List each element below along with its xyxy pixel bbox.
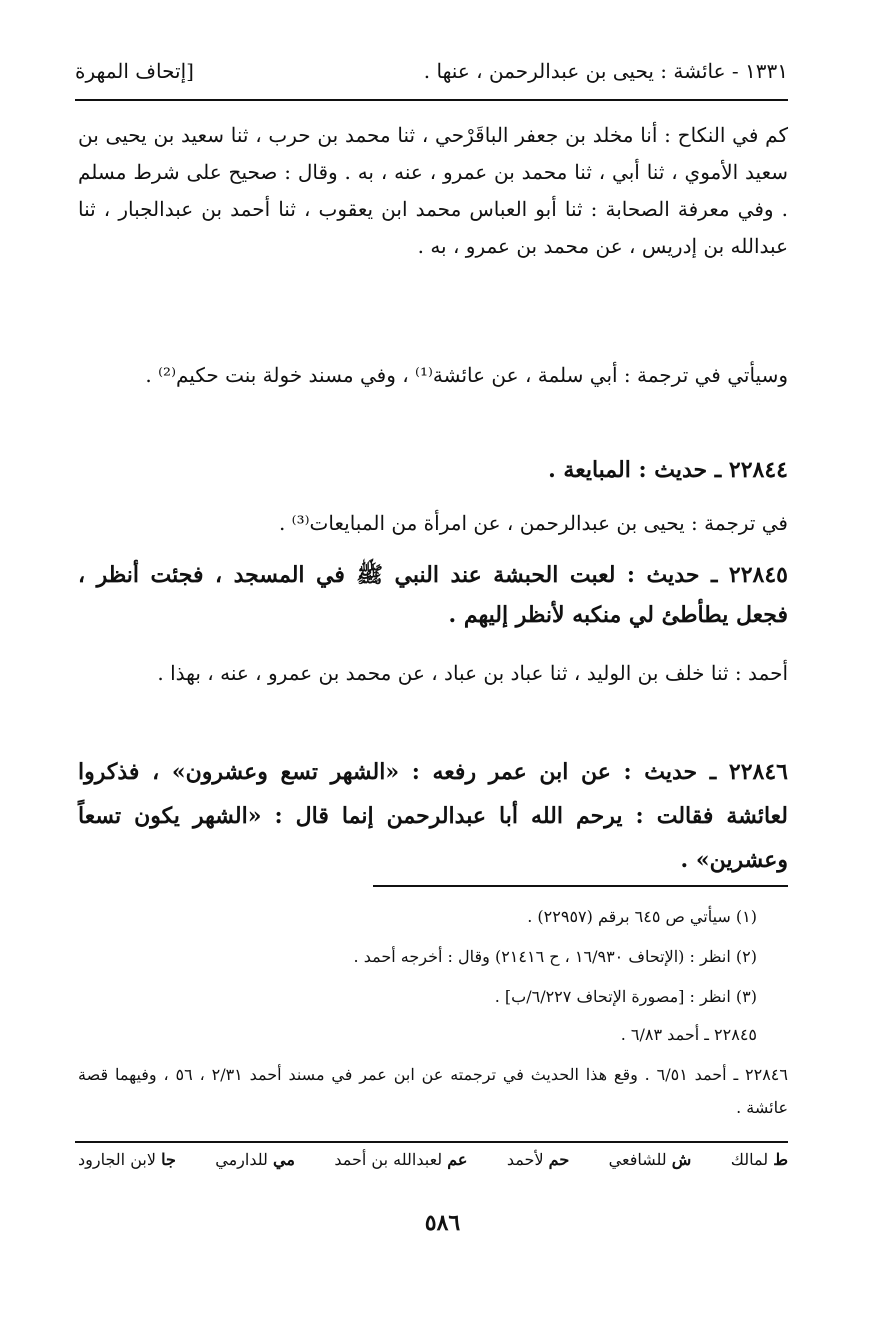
footnote-1: (١) سيأتي ص ٦٤٥ برقم (٢٢٩٥٧) . — [527, 907, 757, 926]
legend-item: عم لعبدالله بن أحمد — [334, 1150, 468, 1169]
header-title: ١٣٣١ - عائشة : يحيى بن عبدالرحمن ، عنها . — [423, 59, 788, 83]
source-note-22846: ٢٢٨٤٦ ـ أحمد ٦/٥١ . وقع هذا الحديث في ترجمته عن ابن عمر في مسند أحمد ٢/٣١ ، ٥٦ ، وفيهما قصة عائشة . — [78, 1065, 788, 1117]
hadith-heading-22846: ٢٢٨٤٦ ـ حديث : عن ابن عمر رفعه : «الشهر تسع وعشرون» ، فذكروا لعائشة فقالت : يرحم الله أبا عبدالرحمن إنما قال : «الشهر يكون تسعاً وعشرين» . — [78, 759, 788, 873]
legend-item: جا لابن الجارود — [78, 1150, 176, 1169]
hadith-heading-22844: ٢٢٨٤٤ ـ حديث : المبايعة . — [548, 457, 788, 483]
header-book-title: [إتحاف المهرة — [75, 59, 194, 83]
legend-item: مي للدارمي — [215, 1150, 295, 1169]
legend-item: ط لمالك — [730, 1150, 788, 1169]
paragraph-2: وسيأتي في ترجمة : أبي سلمة ، عن عائشة⁽¹⁾ ، وفي مسند خولة بنت حكيم⁽²⁾ . — [145, 363, 788, 387]
legend-rule — [75, 1141, 788, 1143]
footnote-2: (٢) انظر : (الإتحاف ١٦/٩٣٠ ، ح ٢١٤١٦) وقال : أخرجه أحمد . — [353, 947, 757, 966]
footnote-3: (٣) انظر : [مصورة الإتحاف ٦/٢٢٧/ب] . — [494, 987, 757, 1006]
paragraph-1: كم في النكاح : أنا مخلد بن جعفر الباقَرْحي ، ثنا محمد بن حرب ، ثنا سعيد بن يحيى بن سعيد الأموي ، ثنا أبي ، ثنا محمد بن عمرو ، عنه ، به . وقال : صحيح على شرط مسلم . وفي معرفة الصحابة : ثنا أبو العباس محمد ابن يعقوب ، ثنا أحمد بن عبدالجبار ، ثنا عبدالله بن إدريس ، عن محمد بن عمرو ، به . — [78, 123, 788, 258]
paragraph-4: أحمد : ثنا خلف بن الوليد ، ثنا عباد بن عباد ، عن محمد بن عمرو ، عنه ، بهذا . — [157, 661, 788, 685]
paragraph-3: في ترجمة : يحيى بن عبدالرحمن ، عن امرأة من المبايعات⁽³⁾ . — [278, 511, 788, 535]
header-rule — [75, 99, 788, 101]
legend-item: حم لأحمد — [506, 1150, 570, 1169]
source-note-22845: ٢٢٨٤٥ ـ أحمد ٦/٨٣ . — [620, 1025, 757, 1044]
page-number: ٥٨٦ — [424, 1210, 461, 1236]
hadith-heading-22845: ٢٢٨٤٥ ـ حديث : لعبت الحبشة عند النبي ﷺ في المسجد ، فجئت أنظر ، فجعل يطأطئ لي منكبه لأنظر إليهم . — [78, 562, 788, 628]
footnote-rule — [373, 885, 788, 887]
legend-item: ش للشافعي — [608, 1150, 692, 1169]
abbreviation-legend — [78, 1150, 788, 1169]
running-header — [75, 52, 788, 90]
